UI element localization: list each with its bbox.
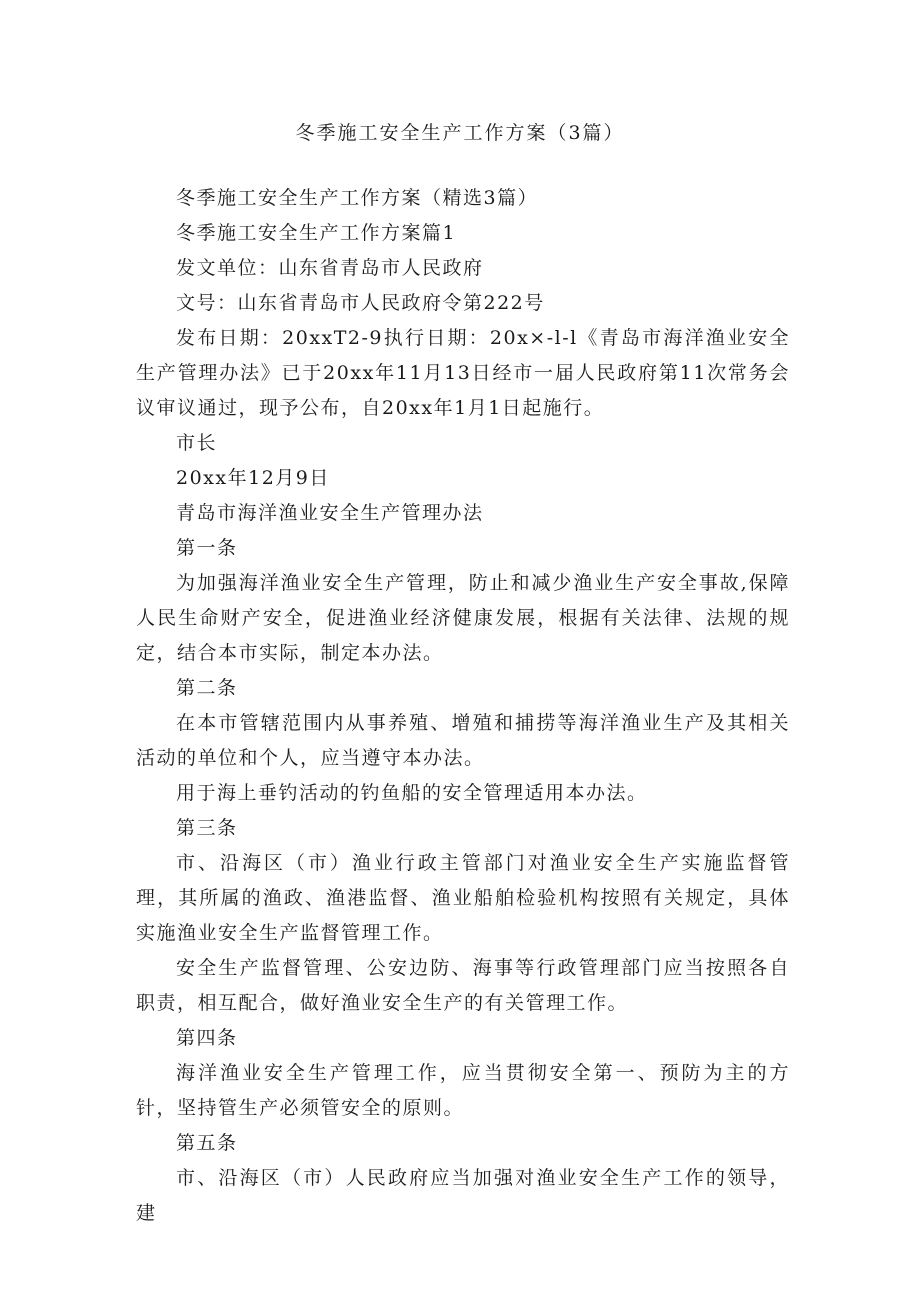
subtitle-paragraph: 冬季施工安全生产工作方案（精选3篇） bbox=[176, 187, 539, 209]
signatory-title: 市长 bbox=[176, 432, 218, 454]
section-heading: 冬季施工安全生产工作方案篇1 bbox=[176, 222, 457, 244]
article-paragraph: 市、沿海区（市）人民政府应当加强对渔业安全生产工作的领导，建 bbox=[136, 1167, 790, 1224]
regulation-title: 青岛市海洋渔业安全生产管理办法 bbox=[176, 502, 484, 524]
article-heading: 第二条 bbox=[176, 677, 238, 699]
article-heading: 第四条 bbox=[176, 1027, 238, 1049]
document-number-line: 文号：山东省青岛市人民政府令第222号 bbox=[176, 292, 545, 314]
release-paragraph: 发布日期：20xxT2-9执行日期：20x×-l-l《青岛市海洋渔业安全生产管理办法》已于20xx年11月13日经市一届人民政府第11次常务会议审议通过，现予公布，自20xx年1月1日起施行。 bbox=[136, 327, 790, 419]
article-paragraph: 海洋渔业安全生产管理工作，应当贯彻安全第一、预防为主的方针，坚持管生产必须管安全的原则。 bbox=[136, 1062, 790, 1119]
article-paragraph: 为加强海洋渔业安全生产管理，防止和减少渔业生产安全事故,保障人民生命财产安全，促进渔业经济健康发展，根据有关法律、法规的规定，结合本市实际，制定本办法。 bbox=[136, 572, 790, 664]
article-paragraph: 安全生产监督管理、公安边防、海事等行政管理部门应当按照各自职责，相互配合，做好渔业安全生产的有关管理工作。 bbox=[136, 957, 790, 1014]
article-heading: 第一条 bbox=[176, 537, 238, 559]
article-paragraph: 在本市管辖范围内从事养殖、增殖和捕捞等海洋渔业生产及其相关活动的单位和个人，应当遵守本办法。 bbox=[136, 712, 790, 769]
document-body bbox=[136, 181, 790, 1231]
issuer-line: 发文单位：山东省青岛市人民政府 bbox=[176, 257, 484, 279]
article-heading: 第三条 bbox=[176, 817, 238, 839]
article-paragraph: 用于海上垂钓活动的钓鱼船的安全管理适用本办法。 bbox=[176, 782, 648, 804]
signature-date: 20xx年12月9日 bbox=[176, 467, 330, 489]
article-heading: 第五条 bbox=[176, 1132, 238, 1154]
article-paragraph: 市、沿海区（市）渔业行政主管部门对渔业安全生产实施监督管理，其所属的渔政、渔港监督、渔业船舶检验机构按照有关规定，具体实施渔业安全生产监督管理工作。 bbox=[136, 852, 790, 944]
document-title: 冬季施工安全生产工作方案（3篇） bbox=[295, 122, 625, 144]
